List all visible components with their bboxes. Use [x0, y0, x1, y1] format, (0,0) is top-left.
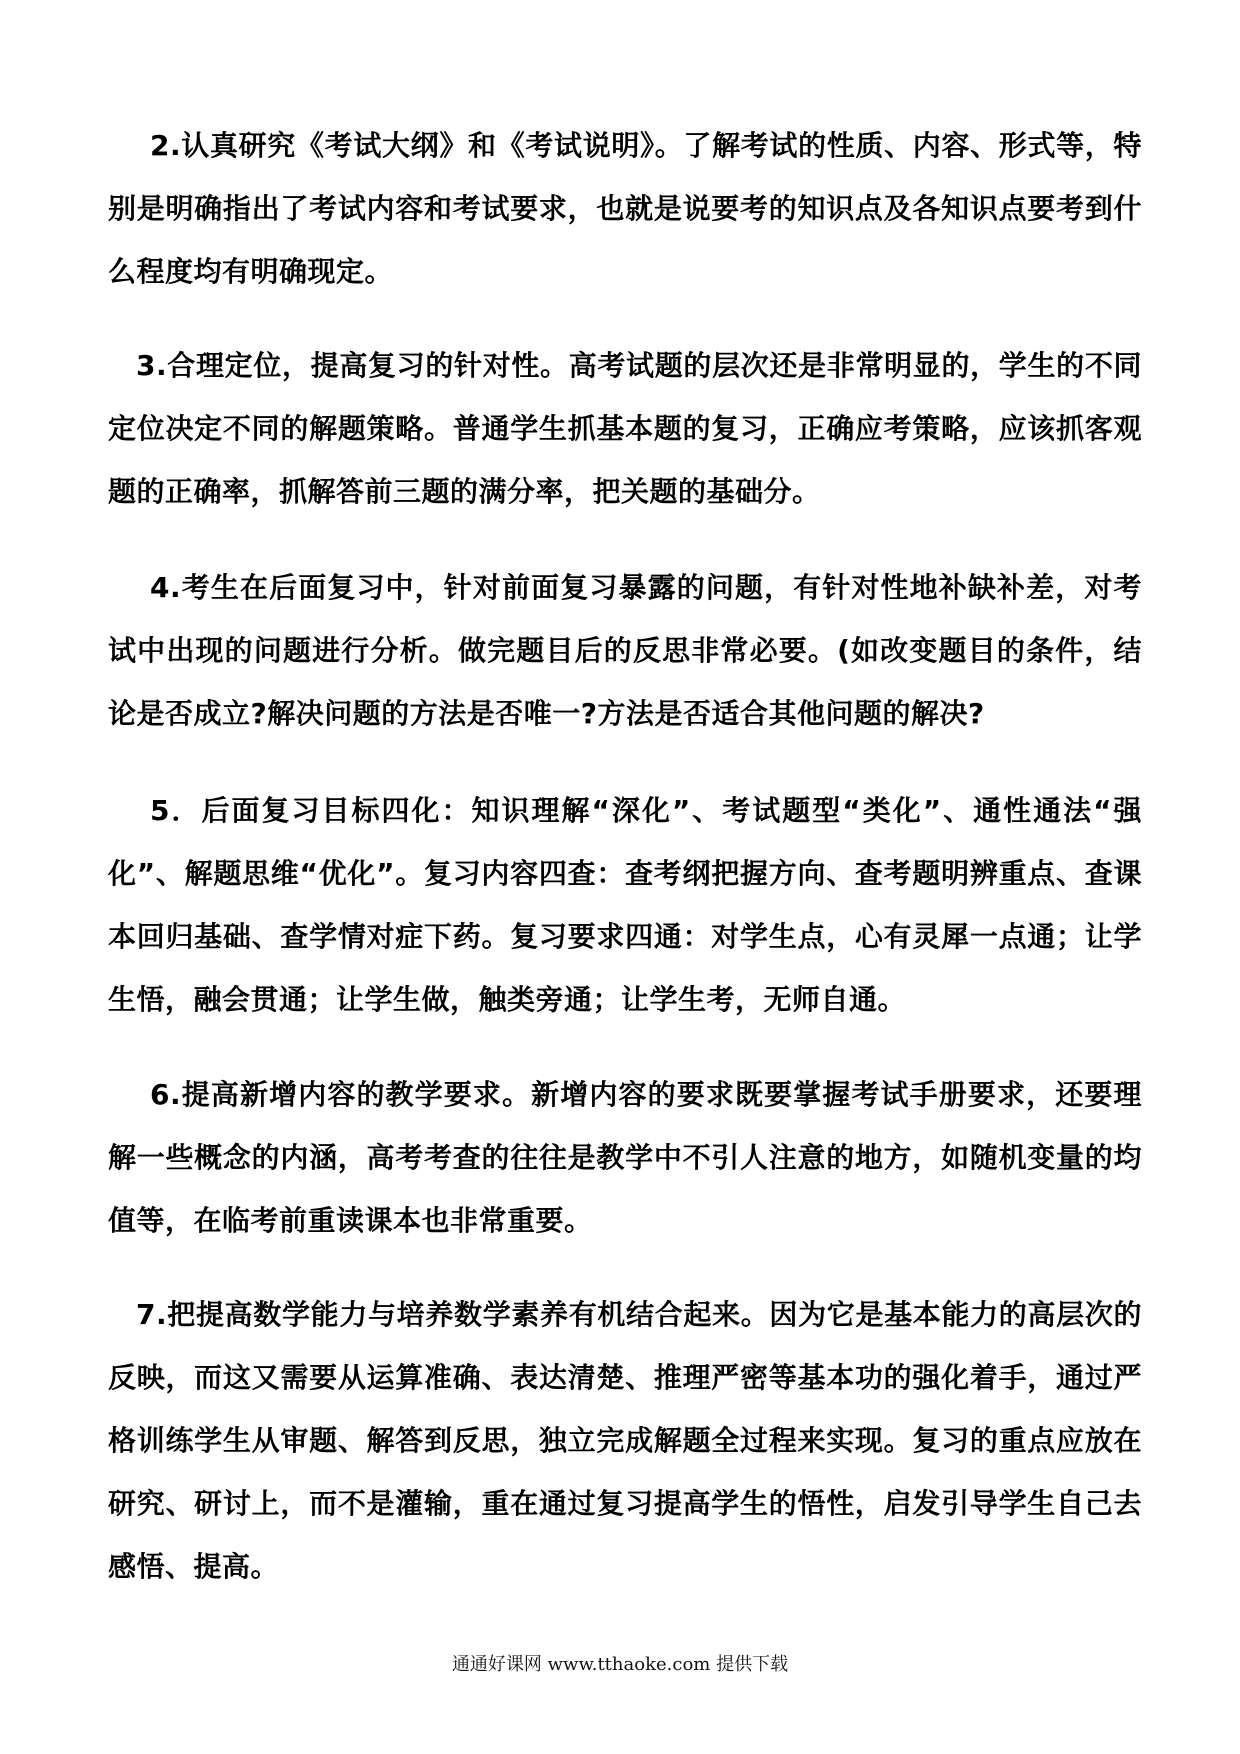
page-footer: 通通好课网 www.tthaoke.com 提供下载: [451, 1654, 789, 1675]
paragraph-4: 4.考生在后面复习中，针对前面复习暴露的问题，有针对性地补缺补差，对考试中出现的问题进行分析。做完题目后的反思非常必要。(如改变题目的条件，结论是否成立?解决问题的方法是否唯一?方法是否适合其他问题的解决?: [108, 571, 1142, 730]
paragraph-7: 7.把提高数学能力与培养数学素养有机结合起来。因为它是基本能力的高层次的反映，而这又需要从运算准确、表达清楚、推理严密等基本功的强化着手，通过严格训练学生从审题、解答到反思，独立完成解题全过程来实现。复习的重点应放在研究、研讨上，而不是灌输，重在通过复习提高学生的悟性，启发引导学生自己去感悟、提高。: [108, 1298, 1142, 1583]
paragraph-6: 6.提高新增内容的教学要求。新增内容的要求既要掌握考试手册要求，还要理解一些概念的内涵，高考考查的往往是教学中不引人注意的地方，如随机变量的均值等，在临考前重读课本也非常重要。: [108, 1078, 1142, 1237]
paragraph-2: 2.认真研究《考试大纲》和《考试说明》。了解考试的性质、内容、形式等，特别是明确指出了考试内容和考试要求，也就是说要考的知识点及各知识点要考到什么程度均有明确现定。: [108, 129, 1142, 288]
paragraph-3: 3.合理定位，提高复习的针对性。高考试题的层次还是非常明显的，学生的不同定位决定不同的解题策略。普通学生抓基本题的复习，正确应考策略，应该抓客观题的正确率，抓解答前三题的满分率，把关题的基础分。: [108, 349, 1142, 508]
paragraph-5: 5．后面复习目标四化：知识理解“深化”、考试题型“类化”、通性通法“强化”、解题思维“优化”。复习内容四查：查考纲把握方向、查考题明辨重点、查课本回归基础、查学情对症下药。复习要求四通：对学生点，心有灵犀一点通；让学生悟，融会贯通；让学生做，触类旁通；让学生考，无师自通。: [108, 794, 1142, 1016]
